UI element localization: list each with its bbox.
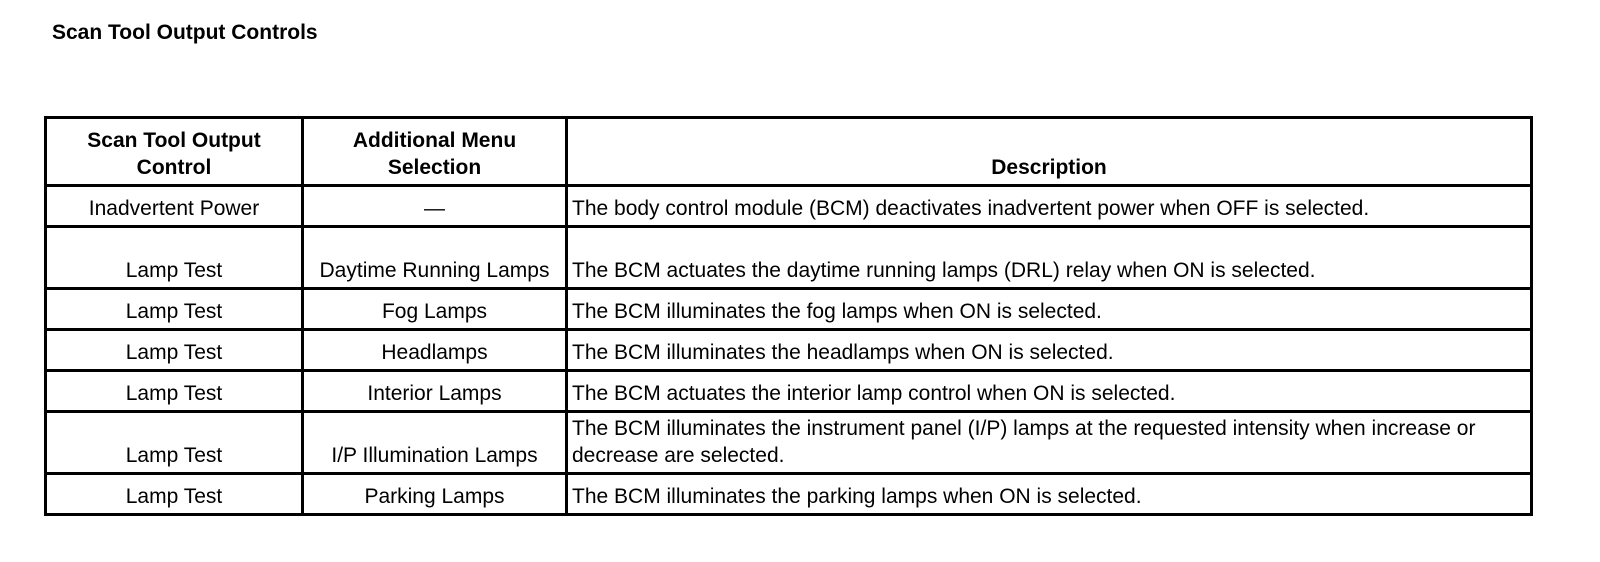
table-row <box>46 227 1532 289</box>
table-row <box>46 330 1532 371</box>
cell-menu-selection: Interior Lamps <box>303 371 567 412</box>
cell-menu-selection: Parking Lamps <box>303 474 567 515</box>
cell-description: The BCM actuates the daytime running lamps (DRL) relay when ON is selected. <box>567 227 1532 289</box>
cell-output-control: Lamp Test <box>46 227 303 289</box>
cell-menu-selection: — <box>303 186 567 227</box>
cell-output-control: Lamp Test <box>46 474 303 515</box>
cell-description: The BCM illuminates the parking lamps when ON is selected. <box>567 474 1532 515</box>
cell-menu-selection: Headlamps <box>303 330 567 371</box>
page-title: Scan Tool Output Controls <box>52 21 318 44</box>
cell-output-control: Lamp Test <box>46 371 303 412</box>
cell-description: The BCM illuminates the headlamps when ON is selected. <box>567 330 1532 371</box>
cell-description: The BCM actuates the interior lamp control when ON is selected. <box>567 371 1532 412</box>
table-row <box>46 186 1532 227</box>
header-description: Description <box>567 118 1532 186</box>
table-row <box>46 474 1532 515</box>
cell-description: The body control module (BCM) deactivates inadvertent power when OFF is selected. <box>567 186 1532 227</box>
table-row <box>46 412 1532 474</box>
table-row <box>46 371 1532 412</box>
cell-output-control: Lamp Test <box>46 289 303 330</box>
cell-output-control: Lamp Test <box>46 412 303 474</box>
table-row <box>46 289 1532 330</box>
table-header-row <box>46 118 1532 186</box>
cell-output-control: Lamp Test <box>46 330 303 371</box>
cell-description: The BCM illuminates the instrument panel (I/P) lamps at the requested intensity when increase or decrease are selected. <box>567 412 1532 474</box>
cell-menu-selection: Daytime Running Lamps <box>303 227 567 289</box>
cell-menu-selection: Fog Lamps <box>303 289 567 330</box>
header-menu-selection: Additional Menu Selection <box>303 118 567 186</box>
output-controls-table <box>44 116 1533 516</box>
header-output-control: Scan Tool Output Control <box>46 118 303 186</box>
cell-menu-selection: I/P Illumination Lamps <box>303 412 567 474</box>
cell-output-control: Inadvertent Power <box>46 186 303 227</box>
cell-description: The BCM illuminates the fog lamps when ON is selected. <box>567 289 1532 330</box>
